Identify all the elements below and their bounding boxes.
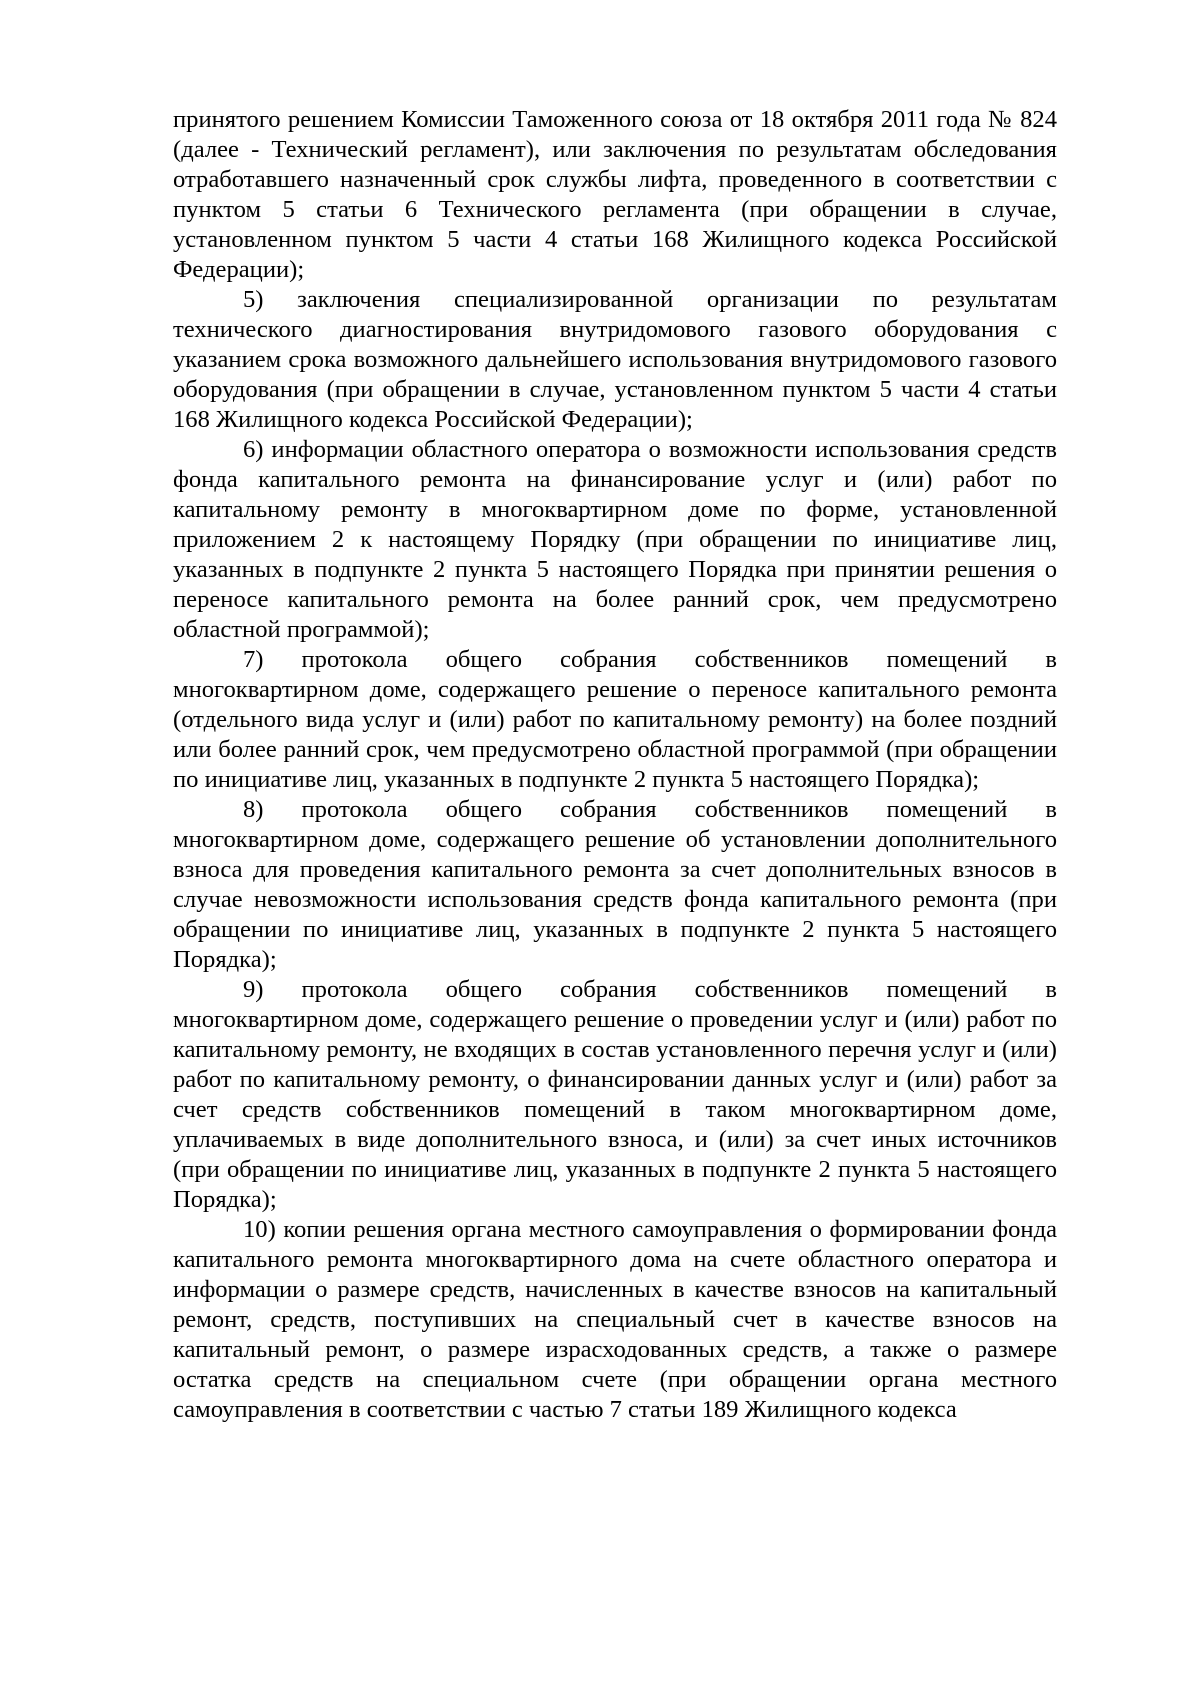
paragraph-continuation: принятого решением Комиссии Таможенного союза от 18 октября 2011 года № 824 (далее - Технический регламент), или заключения по результатам обследования отработавшего назначенный срок службы лифта, проведенного в соответствии с пунктом 5 статьи 6 Технического регламента (при обращении в случае, установленном пунктом 5 части 4 статьи 168 Жилищного кодекса Российской Федерации); bbox=[173, 106, 1057, 283]
paragraph-item-9: 9) протокола общего собрания собственников помещений в многоквартирном доме, содержащего решение о проведении услуг и (или) работ по капитальному ремонту, не входящих в состав установленного перечня услуг и (или) работ по капитальному ремонту, о финансировании данных услуг и (или) работ за счет средств собственников помещений в таком многоквартирном доме, уплачиваемых в виде дополнительного взноса, и (или) за счет иных источников (при обращении по инициативе лиц, указанных в подпункте 2 пункта 5 настоящего Порядка); bbox=[173, 976, 1057, 1213]
paragraph-item-5: 5) заключения специализированной организации по результатам технического диагностирования внутридомового газового оборудования с указанием срока возможного дальнейшего использования внутридомового газового оборудования (при обращении в случае, установленном пунктом 5 части 4 статьи 168 Жилищного кодекса Российской Федерации); bbox=[173, 286, 1057, 433]
paragraph-item-10: 10) копии решения органа местного самоуправления о формировании фонда капитального ремонта многоквартирного дома на счете областного оператора и информации о размере средств, начисленных в качестве взносов на капитальный ремонт, средств, поступивших на специальный счет в качестве взносов на капитальный ремонт, о размере израсходованных средств, а также о размере остатка средств на специальном счете (при обращении органа местного самоуправления в соответствии с частью 7 статьи 189 Жилищного кодекса bbox=[173, 1216, 1057, 1423]
paragraph-item-8: 8) протокола общего собрания собственников помещений в многоквартирном доме, содержащего решение об установлении дополнительного взноса для проведения капитального ремонта за счет дополнительных взносов в случае невозможности использования средств фонда капитального ремонта (при обращении по инициативе лиц, указанных в подпункте 2 пункта 5 настоящего Порядка); bbox=[173, 796, 1057, 973]
paragraph-item-6: 6) информации областного оператора о возможности использования средств фонда капитального ремонта на финансирование услуг и (или) работ по капитальному ремонту в многоквартирном доме по форме, установленной приложением 2 к настоящему Порядку (при обращении по инициативе лиц, указанных в подпункте 2 пункта 5 настоящего Порядка при принятии решения о переносе капитального ремонта на более ранний срок, чем предусмотрено областной программой); bbox=[173, 436, 1057, 643]
paragraph-item-7: 7) протокола общего собрания собственников помещений в многоквартирном доме, содержащего решение о переносе капитального ремонта (отдельного вида услуг и (или) работ по капитальному ремонту) на более поздний или более ранний срок, чем предусмотрено областной программой (при обращении по инициативе лиц, указанных в подпункте 2 пункта 5 настоящего Порядка); bbox=[173, 646, 1057, 793]
document-page bbox=[173, 105, 1057, 1425]
